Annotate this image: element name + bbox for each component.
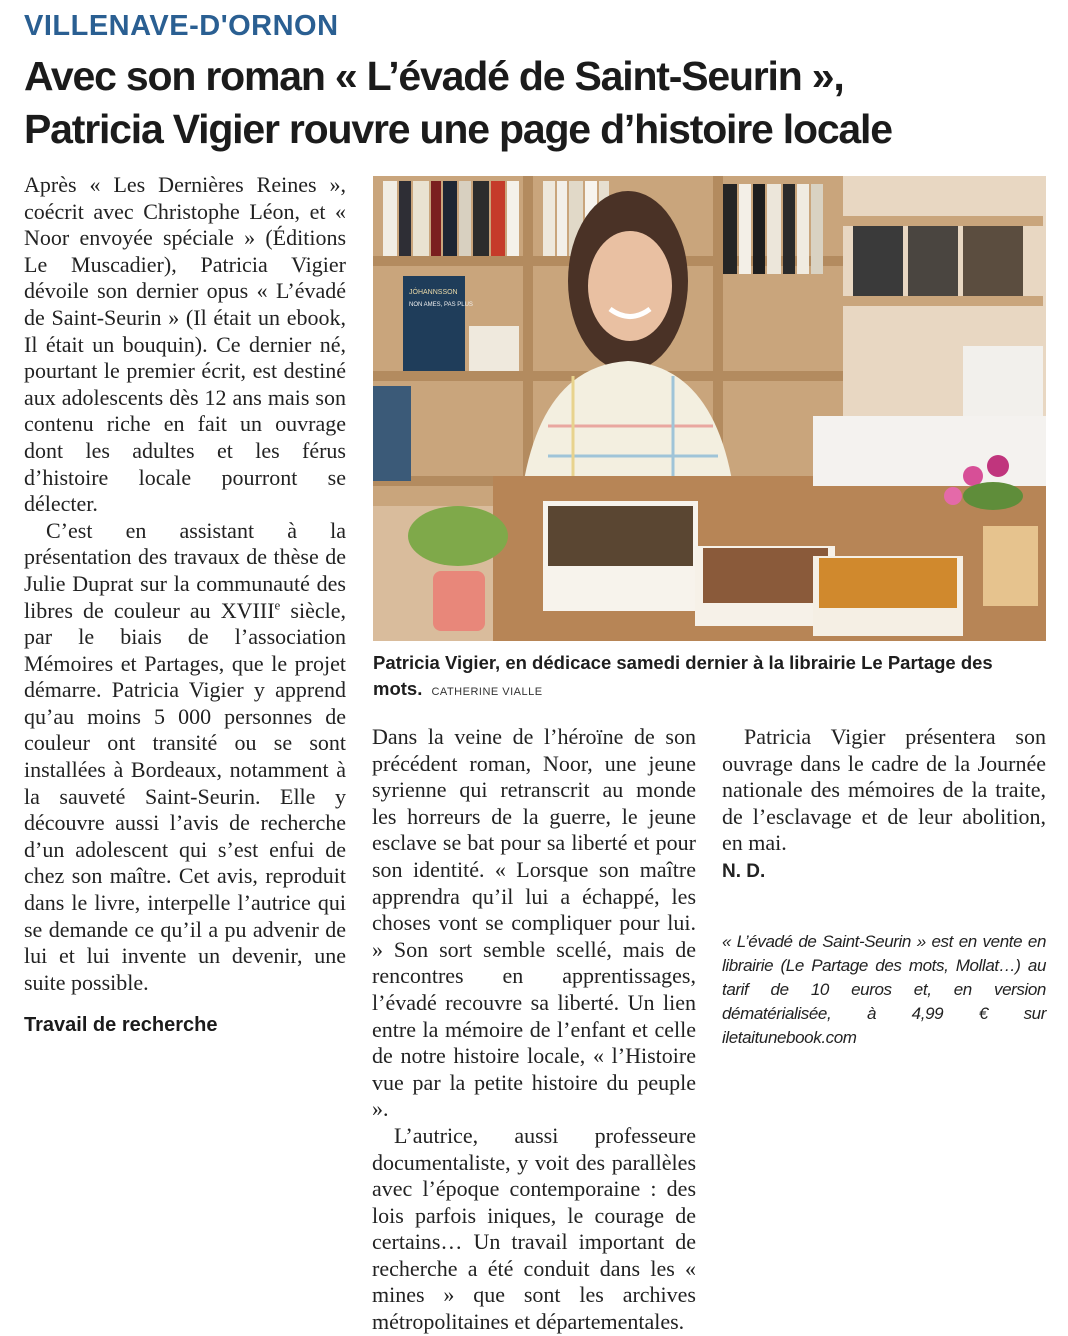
photo-credit: CATHERINE VIALLE — [431, 686, 543, 698]
paragraph-3: Dans la veine de l’héroïne de son précédent roman, Noor, une jeune syrienne qui retranscrit au monde les horreurs de la guerre, le jeune esclave se bat pour sa liberté et pour son identité. « Lorsque son maître apprendra qu’il lui a échappé, les choses vont se compliquer pour lui. » Son sort semble scellé, mais de rencontres en apprentissages, l’évadé recouvre sa liberté. Un lien entre la mémoire de l’enfant et celle de notre histoire locale, « l’Histoire vue par la petite histoire du peuple ». — [372, 724, 696, 1122]
section-kicker: VILLENAVE-D'ORNON — [24, 10, 339, 42]
paragraph-2-part-a: C’est en assistant à la présentation des travaux de thèse de Julie Duprat sur la communauté des libres de couleur au XVIII — [24, 517, 346, 623]
headline-line-1: Avec son roman « L’évadé de Saint-Seurin », — [24, 53, 844, 99]
bookshop-photo-illustration — [373, 176, 1046, 641]
photo-caption — [373, 650, 1046, 705]
paragraph-2 — [24, 518, 346, 997]
century-superscript: e — [274, 597, 281, 613]
column-2 — [372, 724, 696, 1336]
book-title-text: NON AMES, PAS PLUS — [409, 302, 473, 308]
paragraph-4: L’autrice, aussi professeure documentaliste, y voit des parallèles avec l’époque contemporaine : des lois parfois iniques, le courage de certains… Un travail important de recherche a été conduit dans les « mines » que sont les archives métropolitaines et départementales. — [372, 1122, 696, 1335]
caption-text: Patricia Vigier, en dédicace samedi dernier à la librairie Le Partage des mots. — [373, 652, 993, 699]
sales-info: « L’évadé de Saint-Seurin » est en vente en librairie (Le Partage des mots, Mollat…) au tarif de 10 euros et, en version dématérialisée, à 4,99 € sur iletaitunebook.com — [722, 931, 1046, 1047]
column-3 — [722, 724, 1046, 1050]
book-author-text: JÓHANNSSON — [409, 289, 458, 296]
subheading: Travail de recherche — [24, 1014, 218, 1037]
headline-line-2: Patricia Vigier rouvre une page d’histoire locale — [24, 106, 892, 152]
article-photo — [373, 176, 1046, 641]
headline — [24, 50, 1054, 156]
paragraph-5: Patricia Vigier présentera son ouvrage dans le cadre de la Journée nationale des mémoires de la traite, de l’esclavage et de leur abolition, en mai. — [722, 724, 1046, 856]
author-signature: N. D. — [722, 860, 766, 882]
column-1 — [24, 172, 346, 1038]
paragraph-2-part-b: siècle, par le biais de l’association Mémoires et Partages, que le projet démarre. Patricia Vigier y apprend qu’au moins 5 000 personnes de couleur ont transité ou se sont installées à Bordeaux, notamment à la sauveté Saint-Seurin. Elle y découvre aussi l’avis de recherche d’un adolescent qui s’est enfui de chez son maître. Cet avis, reproduit dans le livre, interpelle l’autrice qui se demande ce qu’il a pu advenir de lui et lui invente un devenir, une suite possible. — [24, 597, 346, 995]
paragraph-1: Après « Les Dernières Reines », coécrit avec Christophe Léon, et « Noor envoyée spéciale » (Éditions Le Muscadier), Patricia Vigier dévoile son dernier opus « L’évadé de Saint-Seurin » (Il était un ebook, Il était un bouquin). Ce dernier né, pourtant le premier écrit, est destiné aux adolescents dès 12 ans mais son contenu riche en fait un ouvrage dont les adultes et les férus d’histoire locale pourront se délecter. — [24, 172, 346, 517]
